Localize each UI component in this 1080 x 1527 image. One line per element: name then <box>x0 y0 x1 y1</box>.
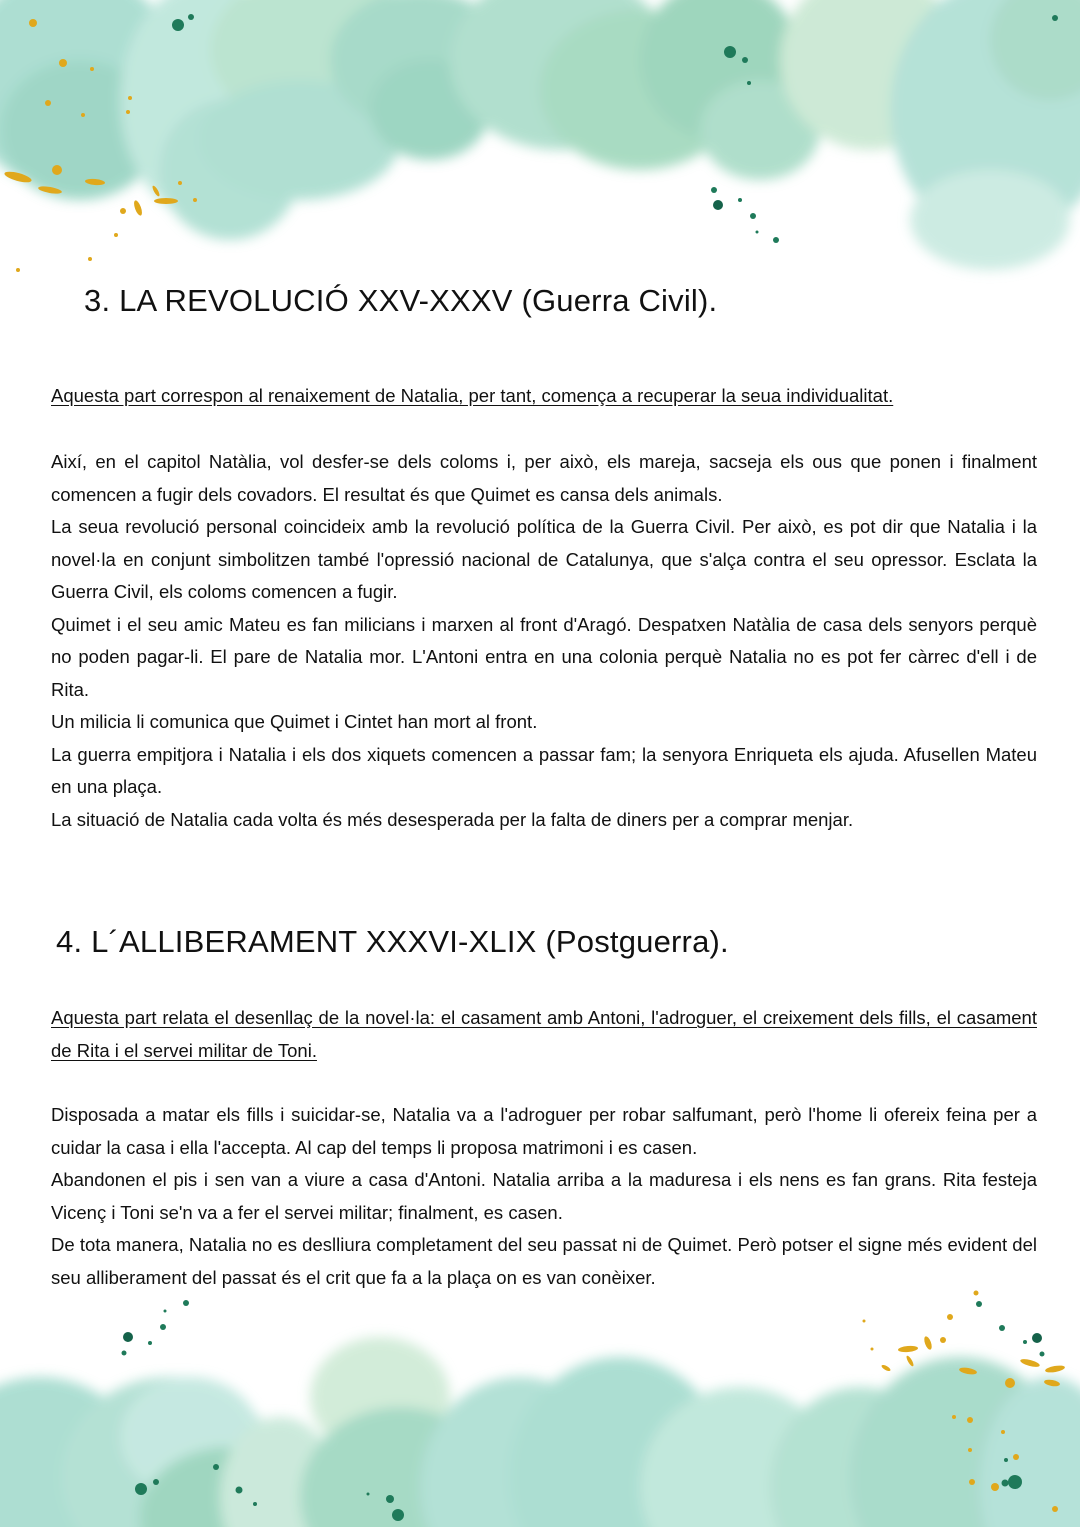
section-heading: 3. LA REVOLUCIÓ XXV-XXXV (Guerra Civil). <box>84 283 718 318</box>
paragraph: Així, en el capitol Natàlia, vol desfer-se dels coloms i, per això, els mareja, sacseja els ous que ponen i finalment comencen a fugir dels covadors. El resultat és que Quimet es cansa dels animals. <box>51 451 1037 505</box>
section-body <box>51 1099 1037 1294</box>
paragraph: Abandonen el pis i sen van a viure a casa d'Antoni. Natalia arriba a la maduresa i els nens es fan grans. Rita festeja Vicenç i Toni se'n va a fer el servei militar; finalment, es casen. <box>51 1169 1037 1223</box>
paragraph: Quimet i el seu amic Mateu es fan milicians i marxen al front d'Aragó. Despatxen Natàlia de casa dels senyors perquè no poden pagar-li. El pare de Natalia mor. L'Antoni entra en una colonia perquè Natalia no es pot fer càrrec d'ell i de Rita. <box>51 613 1037 700</box>
paragraph: Disposada a matar els fills i suicidar-se, Natalia va a l'adroguer per robar salfumant, però l'home li ofereix feina per a cuidar la casa i ella l'accepta. Al cap del temps li proposa matrimoni i es casen. <box>51 1104 1037 1158</box>
section-intro: Aquesta part correspon al renaixement de Natalia, per tant, comença a recuperar la seua individualitat. <box>51 385 894 406</box>
section-heading: 4. L´ALLIBERAMENT XXXVI-XLIX (Postguerra). <box>56 924 729 959</box>
section-intro: Aquesta part relata el desenllaç de la novel·la: el casament amb Antoni, l'adroguer, el creixement dels fills, el casament de Rita i el servei militar de Toni. <box>51 1007 1037 1061</box>
paragraph: De tota manera, Natalia no es deslliura completament del seu passat ni de Quimet. Però potser el signe més evident del seu alliberament del passat és el crit que fa a la plaça on es van conèixer. <box>51 1234 1037 1288</box>
paragraph: La seua revolució personal coincideix amb la revolució política de la Guerra Civil. Per això, es pot dir que Natalia i la novel·la en conjunt simbolitzen també l'opressió nacional de Catalunya, que s'alça contra el seu opressor. Esclata la Guerra Civil, els coloms comencen a fugir. <box>51 516 1037 602</box>
section-body <box>51 446 1037 836</box>
paragraph: La guerra empitjora i Natalia i els dos xiquets comencen a passar fam; la senyora Enriqueta els ajuda. Afusellen Mateu en una plaça. <box>51 743 1037 797</box>
paragraph: La situació de Natalia cada volta és més desesperada per la falta de diners per a comprar menjar. <box>51 808 854 830</box>
paragraph: Un milicia li comunica que Quimet i Cintet han mort al front. <box>51 711 538 732</box>
